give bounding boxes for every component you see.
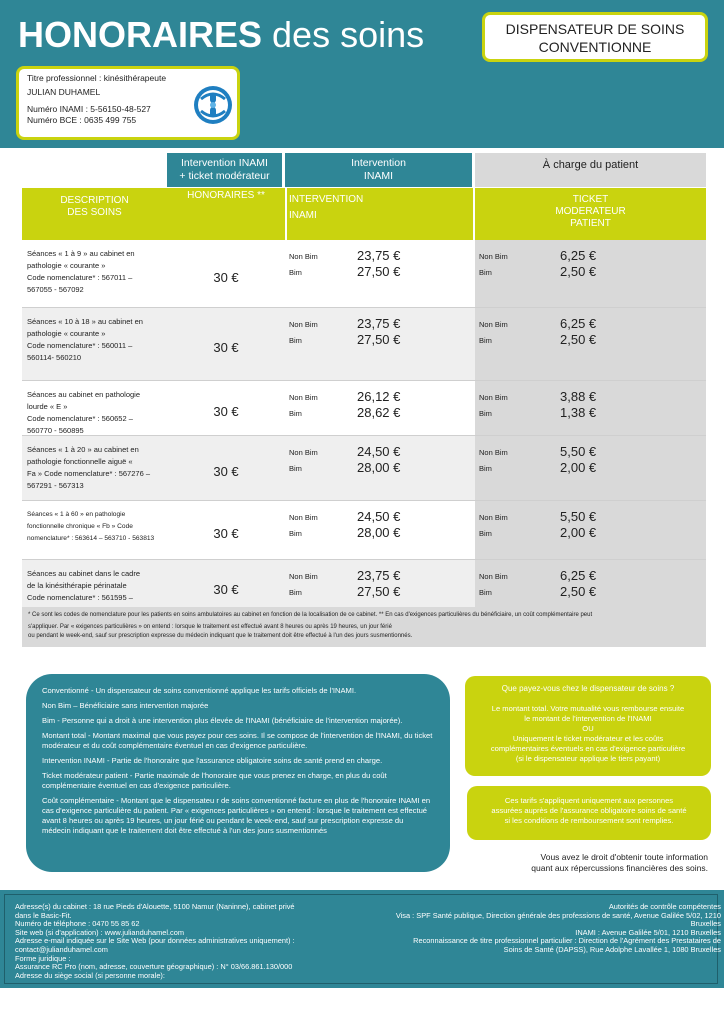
honoraire-amount: 30 € [213,582,239,597]
ticket-non-bim: 6,25 € [560,568,597,583]
subheader-honoraires: HONORAIRES ** [167,188,285,240]
description-line: Séances au cabinet en pathologie [27,390,141,399]
description-line: de la kinésithérapie périnatale [27,581,127,590]
description-line: Séances « 1 à 9 » au cabinet en [27,249,135,258]
header-line: INAMI [363,170,394,182]
intervention-bim: 27,50 € [357,332,401,347]
definition-item: Montant total - Montant maximal que vous payez pour ces soins. Il se compose de l'intervention de l'INAMI, du ticket modérateur et du coût complémentaire éventuel en cas d'exigence particulière. [42,731,433,750]
footnote-line: s'appliquer. Par « exigences particulières » on entend : lorsque le traitement est effectué avant 8 heures ou après 19 heures, un jour férié [28,624,392,630]
header-line: DES SOINS [67,207,122,218]
practice-contact-info [15,903,345,980]
table-row [22,381,706,435]
label-bim: Bim [289,336,302,345]
tariff-conditions-box [467,786,711,840]
column-divider [285,188,287,240]
table-row [22,308,706,380]
ticket-non-bim: 5,50 € [560,444,597,459]
intervention-non-bim: 24,50 € [357,444,401,459]
contact-line: Adresse du siège social (si personne morale): [15,970,165,980]
description-line: 567291 - 567313 [27,481,84,490]
table-footnote [22,607,706,647]
label-non-bim: Non Bim [479,513,508,522]
care-description [27,316,167,364]
pay-line: le montant de l'intervention de l'INAMI [524,714,652,723]
definition-item: Ticket modérateur patient - Partie maximale de l'honoraire que vous prenez en charge, en plus du coût complémentaire éventuel en cas d'exigence particulière. [42,771,387,790]
header-line: INTERVENTION [289,194,364,205]
authorities-info [369,903,721,955]
ticket-bim: 2,50 € [560,584,597,599]
ticket-non-bim: 3,88 € [560,389,597,404]
description-line: Code nomenclature* : 567011 – [27,273,133,282]
subheader-ticket-moderateur [475,188,706,240]
label-non-bim: Non Bim [289,252,318,261]
intervention-bim: 27,50 € [357,584,401,599]
honoraire-amount: 30 € [213,464,239,479]
label-non-bim: Non Bim [289,513,318,522]
inami-number: Numéro INAMI : 5-56150-48-527 [27,104,151,114]
ticket-bim: 2,00 € [560,460,597,475]
label-non-bim: Non Bim [289,448,318,457]
definitions-box [26,674,450,872]
pay-line: OU [582,724,594,733]
badge-line: CONVENTIONNE [538,39,652,55]
description-line: 560114- 560210 [27,353,82,362]
conditions-line: Ces tarifs s'appliquent uniquement aux personnes [504,796,674,805]
intervention-bim: 28,00 € [357,525,401,540]
definition-item: Conventionné - Un dispensateur de soins conventionné applique les tarifs officiels de l'INAMI. [42,686,357,695]
what-you-pay-box [465,676,711,776]
care-description [27,509,167,545]
contact-line: dans le Basic-Fit. [15,910,72,920]
label-non-bim: Non Bim [289,572,318,581]
pay-line: complémentaires éventuels en cas d'exigence particulière [490,744,686,753]
header-line: Intervention [351,157,406,169]
pay-line: Uniquement le ticket modérateur et les coûts [512,734,664,743]
description-line: Séances « 10 à 18 » au cabinet en [27,317,143,326]
description-line: pathologie « courante » [27,261,106,270]
ticket-bim: 2,50 € [560,332,597,347]
column-divider [473,188,475,240]
intervention-bim: 28,00 € [357,460,401,475]
col-header-patient: À charge du patient [475,153,706,187]
honoraire-amount: 30 € [213,404,239,419]
table-row [22,560,706,612]
contact-line: contact@julianduhamel.com [15,944,108,954]
care-description [27,248,167,296]
header-line: MODERATEUR [555,206,626,217]
honoraire-amount: 30 € [213,340,239,355]
description-line: pathologie « courante » [27,329,106,338]
header-line: DESCRIPTION [60,195,129,206]
header-band [0,0,724,148]
contact-line: Adresse e-mail indiquée sur le Site Web (pour données administratives uniquement) : [15,936,295,946]
label-non-bim: Non Bim [289,320,318,329]
intervention-non-bim: 23,75 € [357,568,401,583]
ticket-non-bim: 6,25 € [560,316,597,331]
ticket-non-bim: 6,25 € [560,248,597,263]
practitioner-card [16,66,240,140]
conditions-line: assurées auprès de l'assurance obligatoire soins de santé [491,806,687,815]
label-bim: Bim [289,464,302,473]
label-non-bim: Non Bim [479,393,508,402]
description-line: pathologie fonctionnelle aiguë « [27,457,133,466]
definition-item: Coût complémentaire - Montant que le dispensateu r de soins conventionné facture en plus de l'honoraire INAMI en cas d'exigence particulière du patient. Par « exigences particulières » on entend : lorsque le traitement est effectué avant 8 heures ou après 19 heures, un jour férié ou pendant le week-end, sauf sur prescription expresse du médecin indiquant que le traitement doit être effectué à l'un des jours susmentionnés [42,796,431,835]
convention-badge [482,12,708,62]
label-bim: Bim [479,409,492,418]
description-line: 560770 - 560895 [27,426,84,435]
label-bim: Bim [479,464,492,473]
header-line: TICKET [572,194,609,205]
label-bim: Bim [289,268,302,277]
ticket-bim: 2,00 € [560,525,597,540]
description-line: Séances au cabinet dans le cadre [27,569,140,578]
contact-line: Adresse(s) du cabinet : 18 rue Pieds d'Alouette, 5100 Namur (Naninne), cabinet privé [15,902,295,911]
conditions-line: si les conditions de remboursement sont remplies. [504,816,674,825]
subheader-description [22,188,167,240]
footer-band [0,890,724,988]
description-line: Code nomenclature* : 561595 – [27,593,133,602]
description-line: lourde « E » [27,402,68,411]
col-header-ticket [167,153,282,187]
label-bim: Bim [289,529,302,538]
intervention-non-bim: 23,75 € [357,316,401,331]
intervention-non-bim: 24,50 € [357,509,401,524]
what-you-pay-title: Que payez-vous chez le dispensateur de soins ? [501,684,675,693]
table-row [22,436,706,500]
authority-line: Reconnaissance de titre professionnel particulier : Direction de l'Agrément des Prestataires de [413,936,721,946]
badge-line: DISPENSATEUR DE SOINS [505,21,685,37]
footer-box [4,894,721,984]
contact-line: Forme juridique : [15,953,71,963]
table-row [22,501,706,559]
intervention-non-bim: 23,75 € [357,248,401,263]
label-bim: Bim [289,588,302,597]
table-row [22,240,706,307]
rights-line: quant aux répercussions financières des soins. [531,863,708,873]
practitioner-name: JULIAN DUHAMEL [27,87,101,97]
ticket-bim: 1,38 € [560,405,597,420]
contact-line: Assurance RC Pro (nom, adresse, couverture géographique) : N° 03/66.861.130/000 [15,962,293,972]
description-line: Code nomenclature* : 560652 – [27,414,133,423]
physio-logo-icon [193,85,233,125]
label-non-bim: Non Bim [479,448,508,457]
page-title: HONORAIRES des soins [18,14,425,55]
authority-line: Autorités de contrôle compétentes [608,902,721,911]
description-line: Séances « 1 à 60 » en pathologie [27,511,126,518]
header-line: INAMI [289,210,317,221]
header-line: Intervention INAMI [181,157,268,169]
description-line: nomenclature* : 563614 – 563710 - 563813 [27,535,155,542]
description-line: Code nomenclature* : 560011 – [27,341,133,350]
label-non-bim: Non Bim [479,320,508,329]
intervention-bim: 28,62 € [357,405,401,420]
authority-line: Soins de Santé (DAPSS), Rue Adolphe Lavallée 1, 1080 Bruxelles [503,944,721,954]
rights-line: Vous avez le droit d'obtenir toute information [540,852,708,862]
label-bim: Bim [479,529,492,538]
ticket-non-bim: 5,50 € [560,509,597,524]
footnote-line: ou pendant le week-end, sauf sur prescription expresse du médecin indiquant que le traitement doit être effectué à l'un des jours susmentionnés. [28,633,413,639]
label-bim: Bim [479,336,492,345]
header-line: + ticket modérateur [179,170,270,182]
profession-label: Titre professionnel : kinésithérapeute [27,73,167,83]
label-bim: Bim [289,409,302,418]
honoraire-amount: 30 € [213,270,239,285]
definition-item: Non Bim – Bénéficiaire sans intervention majorée [42,701,209,710]
description-line: 567055 - 567092 [27,285,84,294]
label-non-bim: Non Bim [479,572,508,581]
pay-line: (si le dispensateur applique le tiers payant) [515,754,661,763]
contact-line: Numéro de téléphone : 0470 55 85 62 [15,919,140,929]
authority-line: Bruxelles [690,919,721,929]
description-line: Séances « 1 à 20 » au cabinet en [27,445,139,454]
label-bim: Bim [479,588,492,597]
intervention-non-bim: 26,12 € [357,389,401,404]
bce-number: Numéro BCE : 0635 499 755 [27,115,137,125]
information-rights-note [500,852,708,874]
label-non-bim: Non Bim [479,252,508,261]
definition-item: Intervention INAMI - Partie de l'honoraire que l'assurance obligatoire soins de santé prend en charge. [42,756,383,765]
contact-line: Site web (si d'application) : www.julianduhamel.com [15,927,185,937]
pay-line: Le montant total. Votre mutualité vous rembourse ensuite [491,704,685,713]
subheader-intervention [285,188,475,240]
authority-line: INAMI : Avenue Galilée 5/01, 1210 Bruxelles [575,927,721,937]
label-bim: Bim [479,268,492,277]
header-line: PATIENT [570,218,611,229]
ticket-bim: 2,50 € [560,264,597,279]
description-line: Fa » Code nomenclature* : 567276 – [27,469,150,478]
col-header-inami [285,153,472,187]
care-description [27,444,167,492]
label-non-bim: Non Bim [289,393,318,402]
intervention-bim: 27,50 € [357,264,401,279]
definition-item: Bim - Personne qui a droit à une intervention plus élevée de l'INAMI (bénéficiaire de l'intervention majorée). [42,716,403,725]
care-description [27,389,167,437]
honoraire-amount: 30 € [213,526,239,541]
authority-line: Visa : SPF Santé publique, Direction générale des professions de santé, Avenue Galilée 5/02, 1210 [395,910,721,920]
footnote-line: * Ce sont les codes de nomenclature pour les patients en soins ambulatoires au cabinet en fonction de la localisation de ce cabinet. ** En cas d'exigences particulières du bénéficiaire, un coût complémentaire peut [28,612,593,618]
description-line: fonctionnelle chronique « Fb » Code [27,523,133,530]
